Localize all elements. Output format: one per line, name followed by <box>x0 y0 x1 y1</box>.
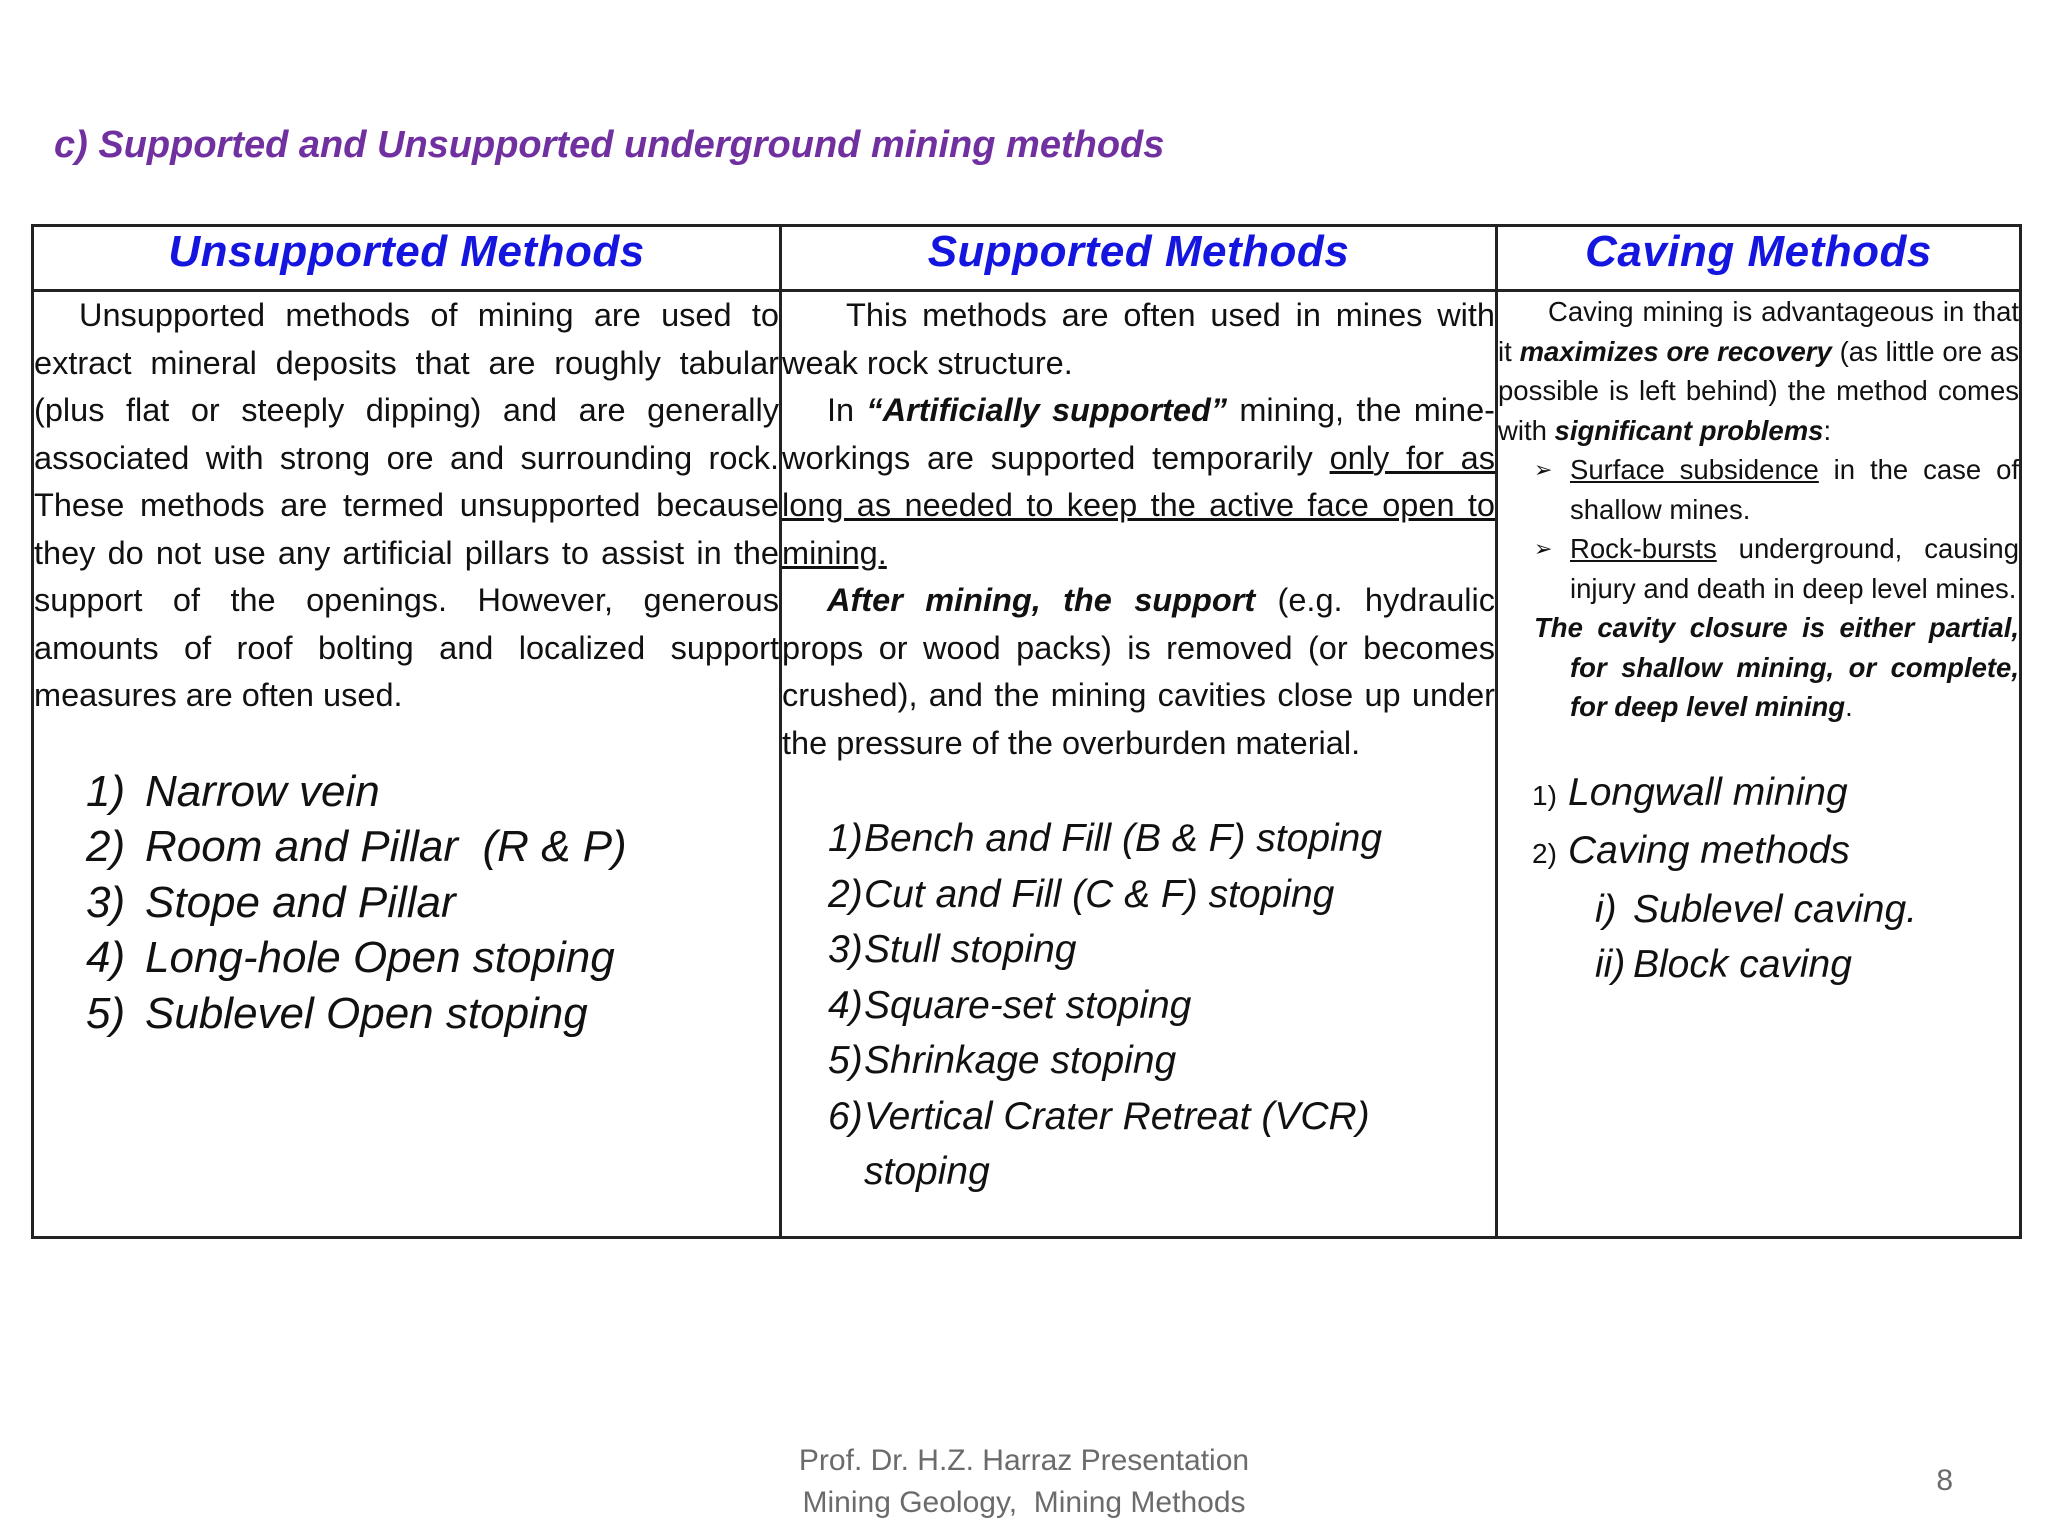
list-item <box>1532 765 2019 824</box>
item-number: 6) <box>828 1094 863 1138</box>
bullet-text <box>1570 450 2019 529</box>
item-number: 5) <box>828 1039 863 1082</box>
item-label: Stull stoping <box>864 928 1077 971</box>
arrow-bullet-icon: ➢ <box>1534 457 1553 482</box>
item-number: 4) <box>86 933 126 982</box>
footer <box>0 1440 2048 1524</box>
list-item <box>1595 937 2019 993</box>
text-run: In <box>827 392 867 428</box>
maximizes-recovery-term: maximizes ore recovery <box>1519 335 1832 367</box>
item-number: ii) <box>1595 943 1626 986</box>
list-item <box>828 978 1495 1034</box>
unsupported-method-list <box>34 764 779 1042</box>
caving-sublist <box>1532 882 2019 993</box>
item-number: 2) <box>828 872 863 916</box>
table-body-row <box>33 291 2021 1238</box>
supported-artificial-paragraph <box>782 387 1495 577</box>
text-run: mining, the mine-workings are supported temporarily <box>782 392 1495 476</box>
item-number: 5) <box>86 988 126 1038</box>
methods-table <box>31 224 2022 1239</box>
item-label: Caving methods <box>1568 829 1850 872</box>
caving-intro <box>1498 292 2019 450</box>
underlined-text: Rock-bursts <box>1570 533 1717 564</box>
significant-problems-term: significant problems <box>1554 414 1824 446</box>
caving-problem-list <box>1498 450 2019 608</box>
item-label: Sublevel caving. <box>1633 887 1918 931</box>
text-run: Caving mining is advantageous in that it <box>1498 296 2019 367</box>
item-label: Block caving <box>1633 943 1852 986</box>
supported-method-list <box>782 811 1495 1200</box>
item-label: Cut and Fill (C & F) stoping <box>864 872 1335 916</box>
list-item <box>1532 823 2019 993</box>
unsupported-cell <box>33 291 781 1238</box>
item-label: Room and Pillar (R & P) <box>145 822 627 871</box>
list-item <box>86 764 779 820</box>
list-item <box>1595 882 2019 938</box>
list-item <box>1534 450 2019 529</box>
caving-cell <box>1497 291 2021 1238</box>
list-item <box>828 1033 1495 1089</box>
artificially-supported-term: “Artificially supported” <box>866 392 1228 428</box>
text-run: . <box>1845 691 1853 722</box>
unsupported-description: Unsupported methods of mining are used to extract mineral deposits that are roughly tabular (plus flat or steeply dipping) and are generally associated with strong ore and surrounding rock. These methods are termed unsupported because they do not use any artificial pillars to assist in the support of the openings. However, generous amounts of roof bolting and localized support measures are often used. <box>34 297 779 713</box>
item-number: i) <box>1595 887 1617 931</box>
item-number: 1) <box>1532 779 1557 811</box>
cavity-closure-note <box>1498 608 2019 727</box>
item-number: 1) <box>828 817 863 860</box>
item-label: Vertical Crater Retreat (VCR) stoping <box>864 1094 1370 1193</box>
item-number: 2) <box>86 822 126 871</box>
list-item <box>828 1089 1495 1200</box>
list-item <box>828 811 1495 867</box>
item-number: 4) <box>828 983 863 1027</box>
bullet-text <box>1570 529 2019 608</box>
text-run: (e.g. hydraulic props or wood packs) is removed (or becomes crushed), and the mining cavities close up under the pressure of the overburden material. <box>782 582 1495 761</box>
supported-intro: This methods are often used in mines with weak rock structure. <box>782 297 1495 381</box>
list-item <box>828 867 1495 923</box>
text-run: The cavity closure is either partial, for shallow mining, or complete, for deep level mining <box>1534 612 2019 722</box>
item-label: Long-hole Open stoping <box>145 933 615 982</box>
caving-heading: Caving Methods <box>1497 226 2021 291</box>
item-number: 1) <box>86 766 126 816</box>
list-item <box>828 922 1495 978</box>
item-label: Sublevel Open stoping <box>145 988 588 1038</box>
list-item <box>86 986 779 1042</box>
slide-title: c) Supported and Unsupported underground mining methods <box>54 124 1165 166</box>
text-run: : <box>1823 414 1832 446</box>
item-number: 3) <box>828 928 863 971</box>
item-label: Shrinkage stoping <box>864 1039 1177 1082</box>
list-item <box>86 819 779 875</box>
item-label: Stope and Pillar <box>145 877 456 927</box>
list-item <box>86 875 779 931</box>
text-run: (as little ore as possible is left behind) the method comes with <box>1498 335 2020 446</box>
supported-cell <box>781 291 1497 1238</box>
caving-method-list <box>1498 765 2019 993</box>
item-label: Narrow vein <box>145 766 380 816</box>
footer-line-presenter: Prof. Dr. H.Z. Harraz Presentation <box>798 1444 1250 1477</box>
page-number: 8 <box>1936 1464 1953 1497</box>
after-mining-term: After mining, the support <box>827 582 1256 618</box>
item-number: 2) <box>1532 838 1557 869</box>
underlined-text: only for as long as needed to keep the active face open to mining. <box>782 439 1496 571</box>
arrow-bullet-icon: ➢ <box>1534 536 1553 561</box>
list-item <box>1534 529 2019 608</box>
item-label: Square-set stoping <box>864 983 1192 1027</box>
list-item <box>86 930 779 986</box>
underlined-text: Surface subsidence <box>1570 454 1819 485</box>
item-label: Bench and Fill (B & F) stoping <box>864 817 1383 860</box>
supported-after-mining-paragraph <box>782 577 1495 767</box>
unsupported-heading: Unsupported Methods <box>33 226 781 291</box>
text-run: underground, causing injury and death in deep level mines. <box>1570 533 2019 604</box>
footer-line-course: Mining Geology, Mining Methods <box>802 1486 1246 1519</box>
item-number: 3) <box>86 877 126 927</box>
text-run: in the case of shallow mines. <box>1570 454 2020 525</box>
supported-heading: Supported Methods <box>781 226 1497 291</box>
item-label: Longwall mining <box>1568 770 1848 814</box>
table-header-row <box>33 226 2021 291</box>
